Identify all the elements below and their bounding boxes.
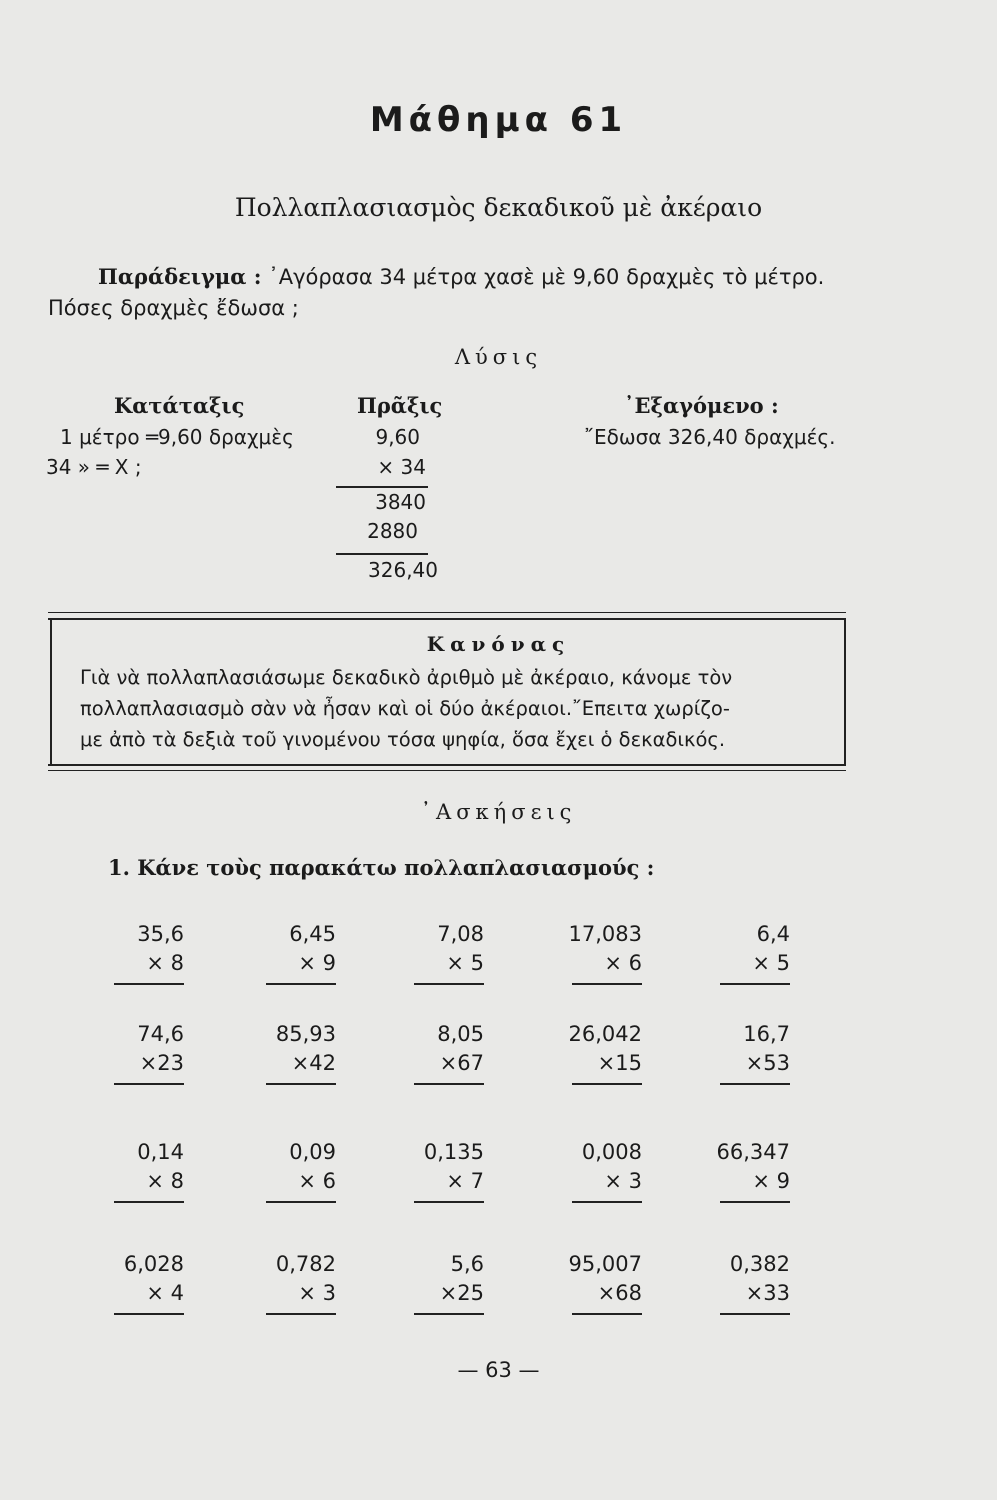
problem-underline — [414, 983, 484, 985]
lesson-title: Μάθημα 61 — [369, 100, 628, 140]
problem-1-3 — [404, 920, 484, 985]
operation-partial-2: 2880 — [367, 519, 418, 543]
problem-multiplier: × 7 — [446, 1169, 484, 1193]
problem-4-1 — [104, 1250, 184, 1315]
problem-multiplicand: 5,6 — [450, 1252, 484, 1276]
problem-underline — [266, 1083, 336, 1085]
arrangement-line-2: 34 » ═ X ; — [46, 455, 142, 479]
problem-underline — [720, 1201, 790, 1203]
problem-1-2 — [256, 920, 336, 985]
example-text-1: ᾿Αγόρασα 34 μέτρα χασὲ μὲ 9,60 δραχμὲς τὸ μέτρο. — [268, 265, 825, 289]
problem-multiplier: ×53 — [745, 1051, 790, 1075]
problem-2-1 — [104, 1020, 184, 1085]
rule-line-1: Γιὰ νὰ πολλαπλασιάσωμε δεκαδικὸ ἀριθμὸ μὲ ἀκέραιο, κάνομε τὸν — [80, 666, 733, 689]
solution-heading: Λύσις — [454, 345, 543, 369]
problem-multiplier: × 5 — [446, 951, 484, 975]
problem-multiplicand: 0,135 — [423, 1140, 484, 1164]
problem-multiplicand: 17,083 — [568, 922, 642, 946]
problem-multiplicand: 0,008 — [581, 1140, 642, 1164]
problem-underline — [114, 1201, 184, 1203]
problem-multiplier: × 9 — [752, 1169, 790, 1193]
problem-multiplicand: 26,042 — [568, 1022, 642, 1046]
problem-multiplicand: 66,347 — [716, 1140, 790, 1164]
example-text-2: Πόσες δραχμὲς ἔδωσα ; — [48, 296, 299, 320]
problem-multiplier: ×15 — [597, 1051, 642, 1075]
problem-multiplier: × 9 — [298, 951, 336, 975]
operation-divider-2 — [336, 553, 428, 555]
problem-underline — [572, 1083, 642, 1085]
problem-3-3 — [404, 1138, 484, 1203]
operation-multiplicand: 9,60 — [375, 425, 420, 449]
problem-multiplier: ×33 — [745, 1281, 790, 1305]
operation-heading: Πρᾶξις — [357, 393, 443, 418]
problem-multiplicand: 35,6 — [137, 922, 184, 946]
problem-multiplier: ×42 — [291, 1051, 336, 1075]
problem-3-2 — [256, 1138, 336, 1203]
problem-2-3 — [404, 1020, 484, 1085]
problem-underline — [720, 1313, 790, 1315]
problem-multiplicand: 8,05 — [437, 1022, 484, 1046]
problem-multiplicand: 85,93 — [275, 1022, 336, 1046]
problem-multiplicand: 74,6 — [137, 1022, 184, 1046]
problem-3-5 — [710, 1138, 790, 1203]
problem-underline — [414, 1201, 484, 1203]
problem-multiplier: × 8 — [146, 951, 184, 975]
example-label: Παράδειγμα : — [98, 264, 262, 289]
problem-4-4 — [562, 1250, 642, 1315]
rule-line-3: με ἀπὸ τὰ δεξιὰ τοῦ γινομένου τόσα ψηφία, ὅσα ἔχει ὁ δεκαδικός. — [80, 728, 726, 751]
problem-2-2 — [256, 1020, 336, 1085]
problem-multiplier: ×23 — [139, 1051, 184, 1075]
rule-title: Κανόνας — [426, 632, 571, 656]
task-1-instruction: 1. Κάνε τοὺς παρακάτω πολλαπλασιασμούς : — [108, 855, 655, 880]
problem-underline — [572, 1201, 642, 1203]
problem-3-1 — [104, 1138, 184, 1203]
problem-1-1 — [104, 920, 184, 985]
exercises-heading: ᾿Ασκήσεις — [420, 800, 577, 824]
operation-partial-1: 3840 — [375, 490, 426, 514]
problem-multiplicand: 0,14 — [137, 1140, 184, 1164]
operation-product: 326,40 — [368, 558, 438, 582]
problem-underline — [414, 1313, 484, 1315]
arrangement-heading: Κατάταξις — [114, 393, 245, 418]
rule-top-border-thin — [48, 612, 846, 613]
problem-4-5 — [710, 1250, 790, 1315]
problem-multiplier: × 4 — [146, 1281, 184, 1305]
problem-underline — [720, 983, 790, 985]
problem-multiplier: × 6 — [604, 951, 642, 975]
problem-underline — [720, 1083, 790, 1085]
problem-multiplier: × 3 — [298, 1281, 336, 1305]
problem-2-5 — [710, 1020, 790, 1085]
problem-3-4 — [562, 1138, 642, 1203]
problem-underline — [114, 983, 184, 985]
rule-bottom-border — [48, 764, 846, 766]
problem-multiplicand: 6,028 — [123, 1252, 184, 1276]
lesson-subtitle: Πολλαπλασιασμὸς δεκαδικοῦ μὲ ἀκέραιο — [234, 193, 763, 222]
problem-underline — [266, 1201, 336, 1203]
problem-multiplicand: 6,4 — [756, 922, 790, 946]
problem-underline — [572, 983, 642, 985]
page-number: — 63 — — [457, 1358, 540, 1382]
problem-multiplicand: 7,08 — [437, 922, 484, 946]
problem-multiplier: × 3 — [604, 1169, 642, 1193]
problem-underline — [266, 1313, 336, 1315]
operation-multiplier: × 34 — [377, 455, 426, 479]
problem-multiplicand: 95,007 — [568, 1252, 642, 1276]
result-text: ῎Εδωσα 326,40 δραχμές. — [584, 425, 836, 449]
problem-multiplicand: 0,782 — [275, 1252, 336, 1276]
rule-bottom-border-thin — [48, 770, 846, 771]
operation-divider-1 — [336, 486, 428, 488]
rule-line-2: πολλαπλασιασμὸ σὰν νὰ ἦσαν καὶ οἱ δύο ἀκέραιοι.῎Επειτα χωρίζο- — [80, 697, 730, 720]
problem-multiplier: ×25 — [439, 1281, 484, 1305]
problem-1-4 — [562, 920, 642, 985]
problem-multiplicand: 0,382 — [729, 1252, 790, 1276]
problem-4-3 — [404, 1250, 484, 1315]
problem-multiplicand: 16,7 — [743, 1022, 790, 1046]
problem-underline — [114, 1313, 184, 1315]
problem-multiplier: × 6 — [298, 1169, 336, 1193]
problem-multiplier: × 8 — [146, 1169, 184, 1193]
problem-underline — [114, 1083, 184, 1085]
arrangement-line-1: 1 μέτρο ═9,60 δραχμὲς — [60, 425, 294, 449]
result-heading: ᾿Εξαγόμενο : — [624, 393, 779, 418]
problem-underline — [414, 1083, 484, 1085]
problem-underline — [572, 1313, 642, 1315]
problem-1-5 — [710, 920, 790, 985]
problem-underline — [266, 983, 336, 985]
problem-multiplier: ×68 — [597, 1281, 642, 1305]
example-line-1 — [98, 264, 824, 289]
problem-4-2 — [256, 1250, 336, 1315]
problem-multiplicand: 6,45 — [289, 922, 336, 946]
problem-2-4 — [562, 1020, 642, 1085]
problem-multiplier: × 5 — [752, 951, 790, 975]
problem-multiplier: ×67 — [439, 1051, 484, 1075]
problem-multiplicand: 0,09 — [289, 1140, 336, 1164]
